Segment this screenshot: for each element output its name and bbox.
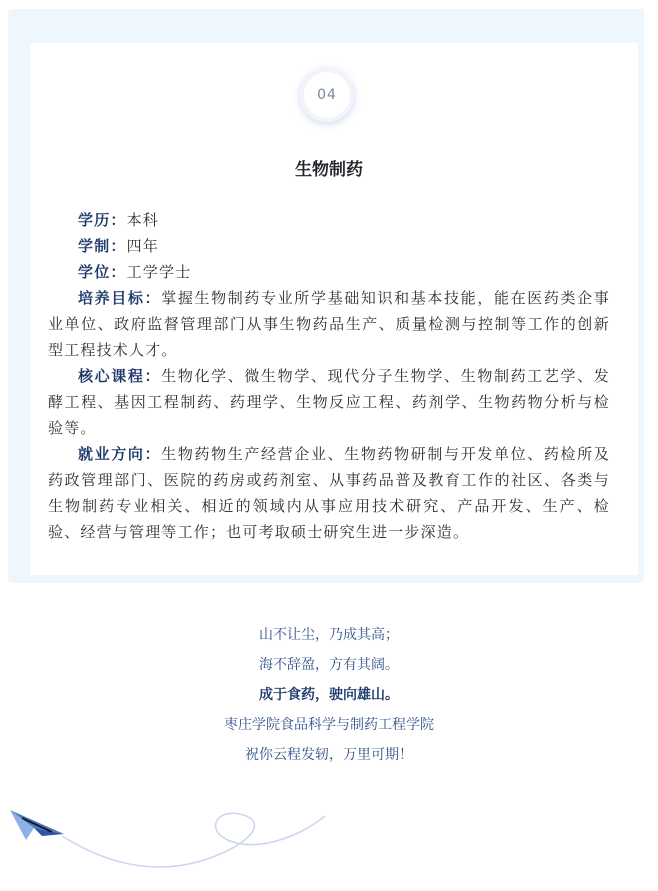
field-value: 工学学士 (126, 263, 192, 281)
college-name: 枣庄学院食品科学与制药工程学院 (224, 717, 434, 733)
field-label: 就业方向： (78, 445, 162, 463)
closing-verse (0, 624, 658, 774)
field-career-direction (48, 441, 610, 545)
major-title: 生物制药 (295, 160, 363, 180)
section-number-badge (300, 68, 354, 122)
blessing-line: 祝你云程发轫，万里可期！ (245, 747, 413, 763)
field-degree (48, 259, 610, 285)
verse-line-2: 海不辞盈，方有其阔。 (259, 657, 399, 673)
paper-plane-icon (0, 796, 330, 886)
field-value: 生物化学、微生物学、现代分子生物学、生物制药工艺学、发酵工程、基因工程制药、药理学、生物反应工程、药剂学、生物药物分析与检验等。 (48, 367, 610, 437)
field-label: 学历： (78, 211, 127, 229)
field-value: 掌握生物制药专业所学基础知识和基本技能，能在医药类企事业单位、政府监督管理部门从事生物药品生产、质量检测与控制等工作的创新型工程技术人才。 (48, 289, 610, 359)
field-training-goal (48, 285, 610, 363)
verse-line-3: 成于食药，驶向雄山。 (259, 687, 399, 703)
field-label: 培养目标： (78, 289, 162, 307)
field-label: 学制： (78, 237, 127, 255)
field-value: 本科 (126, 211, 160, 229)
verse-line-1: 山不让尘，乃成其高； (259, 627, 399, 643)
field-value: 四年 (126, 237, 160, 255)
field-education (48, 207, 610, 233)
field-label: 学位： (78, 263, 127, 281)
section-number: 04 (317, 87, 337, 103)
field-label: 核心课程： (78, 367, 162, 385)
field-value: 生物药物生产经营企业、生物药物研制与开发单位、药检所及药政管理部门、医院的药房或药剂室、从事药品普及教育工作的社区、各类与生物制药专业相关、相近的领域内从事应用技术研究、产品开发、生产、检验、经营与管理等工作；也可考取硕士研究生进一步深造。 (48, 445, 610, 541)
major-details (48, 207, 610, 545)
field-core-courses (48, 363, 610, 441)
field-duration (48, 233, 610, 259)
